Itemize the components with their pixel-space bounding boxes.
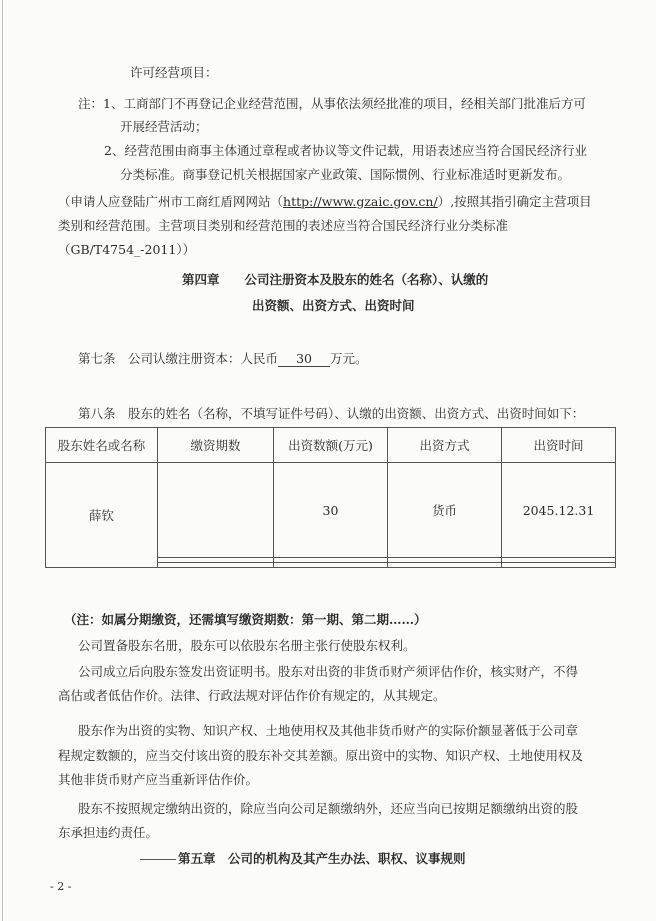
method-cell [388,563,502,568]
note-1-line-2: 开展经营活动； [120,119,208,134]
scan-edge-line [2,0,3,921]
article-7-unit: 万元。 [330,351,368,366]
registered-capital-value: 30 [278,351,330,367]
applicant-note-line-3: （GB/T4754_-2011）） [58,242,196,257]
applicant-note-line-1 [58,193,592,211]
amount-cell [274,563,388,568]
page-number: - 2 - [50,880,72,893]
header-shareholder-name: 股东姓名或名称 [46,428,158,463]
article-7-text: 第七条 公司认缴注册资本：人民币 [78,351,279,366]
header-contribution-method: 出资方式 [388,428,502,463]
applicant-note-line-2: 类别和经营范围。主营项目类别和经营范围的表述应当符合国民经济行业分类标准 [58,218,509,233]
date-cell: 2045.12.31 [502,463,616,558]
installment-note: （注：如属分期缴资，还需填写缴资期数：第一期、第二期……） [64,612,427,627]
paragraph-noncash-line-3: 其他非货币财产应当重新评估作价。 [58,772,259,787]
shareholder-table [45,427,616,568]
shareholder-name-cell: 薛钦 [46,463,158,568]
paragraph-default-line-1: 股东不按照规定缴纳出资的，除应当向公司足额缴纳外，还应当向已按期足额缴纳出资的股 [78,801,579,816]
applicant-note-text-end: ）,按照其指引确定主营项目 [437,194,592,209]
paragraph-certificate-line-1: 公司成立后向股东签发出资证明书。股东对出资的非货币财产须评估作价，核实财产，不得 [78,664,579,679]
chapter-4-title-line-2: 出资额、出资方式、出资时间 [252,298,415,313]
table-header-row [46,428,616,463]
applicant-note-text: （申请人应登陆广州市工商红盾网网站（ [58,194,284,209]
chapter-4-title-line-1: 第四章 公司注册资本及股东的姓名（名称）、认缴的 [182,272,489,287]
paragraph-default-line-2: 东承担违约责任。 [58,825,159,840]
chapter-5-rule [140,859,176,860]
website-link[interactable]: http://www.gzaic.gov.cn/ [283,194,438,209]
article-7 [78,350,368,368]
amount-cell: 30 [274,463,388,558]
date-cell [502,563,616,568]
period-cell [158,463,274,558]
paragraph-register: 公司置备股东名册，股东可以依股东名册主张行使股东权利。 [78,638,416,653]
table-row [46,463,616,558]
header-contribution-date: 出资时间 [502,428,616,463]
note-1-line-1: 注：1、工商部门不再登记企业经营范围，从事依法须经批准的项目，经相关部门批准后方可 [78,96,586,111]
note-2-line-2: 分类标准。商事登记机关根据国家产业政策、国际惯例、行业标准适时更新发布。 [120,167,571,182]
note-2-line-1: 2、经营范围由商事主体通过章程或者协议等文件记载，用语表述应当符合国民经济行业 [104,143,587,158]
period-cell [158,563,274,568]
paragraph-certificate-line-2: 高估或者低估作价。法律、行政法规对评估作价有规定的，从其规定。 [58,688,446,703]
header-contribution-amount: 出资数额(万元) [274,428,388,463]
header-payment-period: 缴资期数 [158,428,274,463]
article-8: 第八条 股东的姓名（名称，不填写证件号码）、认缴的出资额、出资方式、出资时间如下： [78,406,585,421]
method-cell: 货币 [388,463,502,558]
paragraph-noncash-line-1: 股东作为出资的实物、知识产权、土地使用权及其他非货币财产的实际价额显著低于公司章 [78,723,579,738]
licensed-items-label: 许可经营项目： [130,65,218,80]
chapter-5-title: 第五章 公司的机构及其产生办法、职权、议事规则 [178,851,466,866]
paragraph-noncash-line-2: 程规定数额的，应当交付该出资的股东补交其差额。原出资中的实物、知识产权、土地使用权及 [58,748,584,763]
